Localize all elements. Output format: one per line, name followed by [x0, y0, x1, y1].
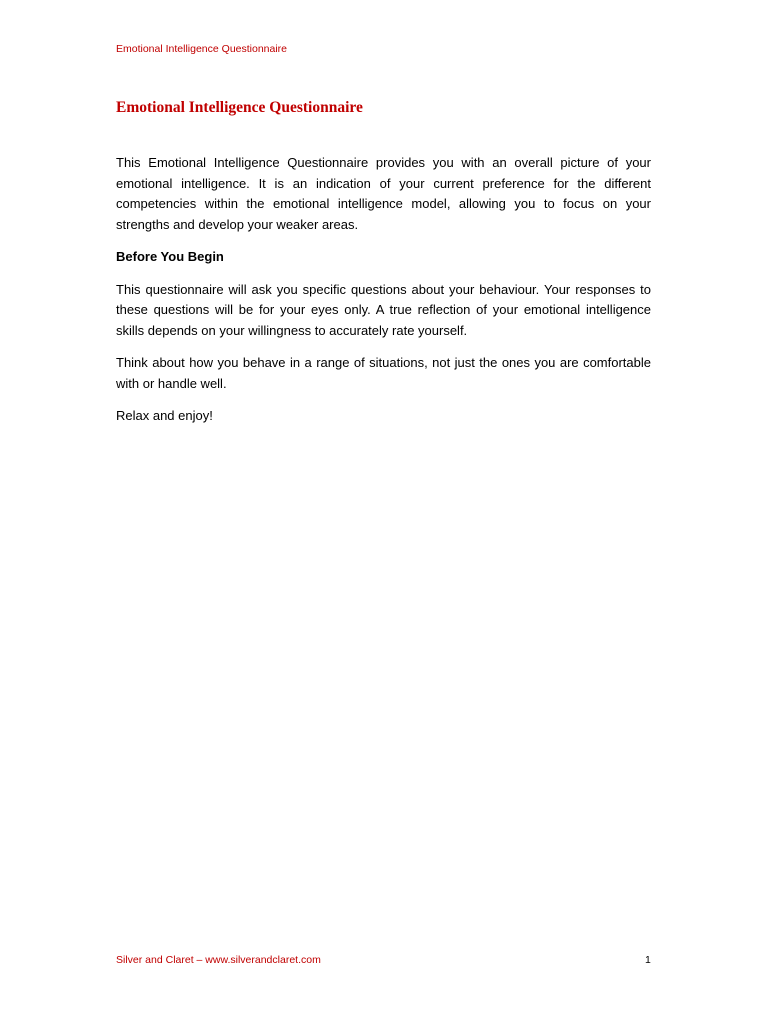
running-header: Emotional Intelligence Questionnaire: [116, 43, 288, 55]
page-number: 1: [645, 954, 651, 966]
section-heading: Before You Begin: [116, 249, 224, 264]
document-body: [116, 153, 651, 439]
instructions-paragraph: This questionnaire will ask you specific questions about your behaviour. Your responses to these questions will be for your eyes only. A true reflection of your emotional intelligence skills depends on your willingness to accurately rate yourself.: [116, 281, 651, 338]
intro-paragraph: This Emotional Intelligence Questionnaire provides you with an overall picture of your emotional intelligence. It is an indication of your current preference for the different competencies within the emotional intelligence model, allowing you to focus on your strengths and develop your weaker areas.: [116, 155, 651, 232]
closing-line: Relax and enjoy!: [116, 408, 213, 423]
footer-source: Silver and Claret – www.silverandclaret.com: [116, 954, 321, 966]
page-title: Emotional Intelligence Questionnaire: [116, 99, 363, 116]
situations-paragraph: Think about how you behave in a range of situations, not just the ones you are comfortable with or handle well.: [116, 355, 651, 391]
